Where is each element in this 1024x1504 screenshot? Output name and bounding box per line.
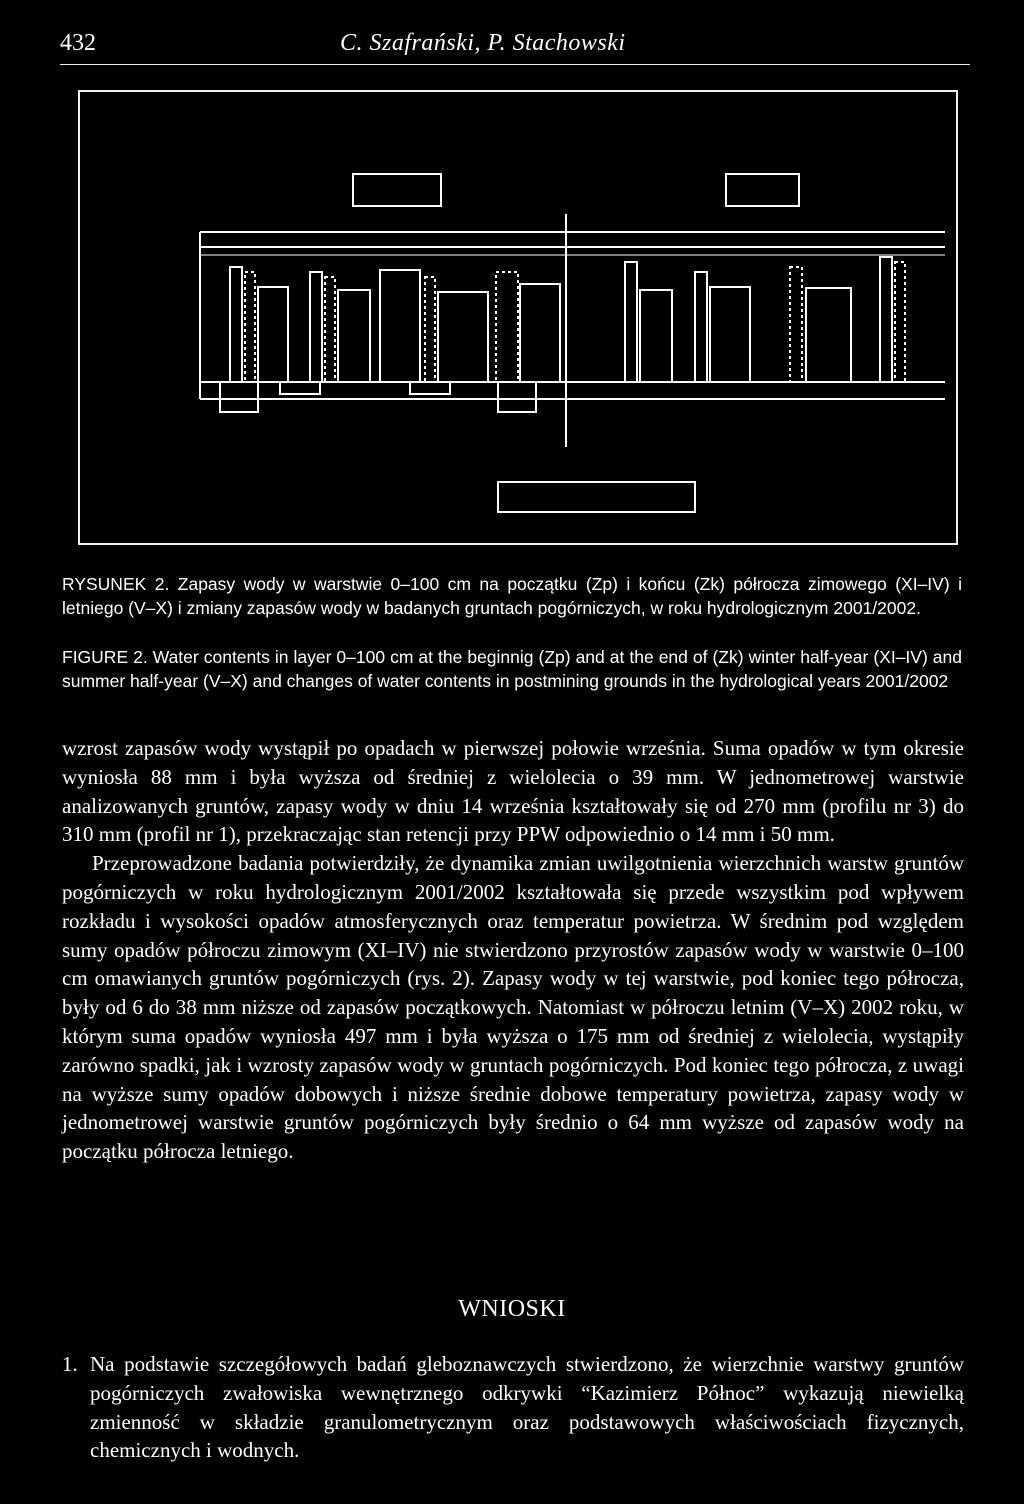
- page-number: 432: [60, 30, 96, 56]
- running-head-authors: C. Szafrański, P. Stachowski: [340, 30, 626, 56]
- change-bars: [220, 382, 536, 412]
- figure-caption-polish: RYSUNEK 2. Zapasy wody w warstwie 0–100 cm na początku (Zp) i końcu (Zk) półrocza zimowego (XI–IV) i letniego (V–X) i zmiany zapasów wody w badanych gruntach pogórniczych, w roku hydrologicznym 2001/2002.: [62, 574, 962, 618]
- bar: [498, 382, 536, 412]
- bar: [280, 382, 320, 394]
- bar: [220, 382, 258, 412]
- figure-2-chart: [78, 90, 958, 545]
- bar: [640, 290, 672, 382]
- body-text: [62, 734, 964, 1166]
- bar: [258, 287, 288, 382]
- section-title: WNIOSKI: [458, 1296, 566, 1322]
- conclusion-text: Na podstawie szczegółowych badań gleboznawczych stwierdzono, że wierzchnie warstwy gruntów pogórniczych zwałowiska wewnętrznego odkrywki “Kazimierz Północ” wykazują niewielką zmienność w składzie granulometrycznym oraz podstawowych właściwościach fizycznych, chemicznych i wodnych.: [90, 1352, 964, 1463]
- bar: [710, 287, 750, 382]
- figure-caption-english: FIGURE 2. Water contents in layer 0–100 cm at the beginnig (Zp) and at the end of (Zk) winter half-year (XI–IV) and summer half-year (V–X) and changes of water contents in postmining grounds in the hydrological years 2001/2002: [62, 647, 962, 691]
- bar-group-left: [230, 267, 560, 382]
- bar: [245, 272, 255, 382]
- bar: [380, 270, 420, 382]
- figure-2-plot: [80, 92, 960, 547]
- legend-box-left: [353, 174, 441, 206]
- bar: [338, 290, 370, 382]
- bar: [880, 257, 892, 382]
- bar: [230, 267, 242, 382]
- bar: [438, 292, 488, 382]
- bar: [325, 277, 335, 382]
- bar: [895, 262, 905, 382]
- page-header: [60, 30, 970, 65]
- bar: [410, 382, 450, 394]
- bar: [625, 262, 637, 382]
- bar: [790, 267, 802, 382]
- bar-group-right: [625, 257, 905, 382]
- bar: [425, 277, 435, 382]
- bar: [806, 288, 851, 382]
- conclusion-number: 1.: [62, 1352, 78, 1376]
- legend-box-right: [726, 174, 799, 206]
- bar: [310, 272, 322, 382]
- conclusion-item: [62, 1350, 964, 1465]
- bar: [520, 284, 560, 382]
- bar: [695, 272, 707, 382]
- body-paragraph-2: Przeprowadzone badania potwierdziły, że dynamika zmian uwilgotnienia wierzchnich warstw gruntów pogórniczych w roku hydrologicznym 2001/2002 kształtowała się przede wszystkim pod wpływem rozkładu i wysokości opadów atmosferycznych oraz temperatur powietrza. W średnim pod względem sumy opadów półroczu zimowym (XI–IV) nie stwierdzono przyrostów zapasów wody w warstwie 0–100 cm omawianych gruntów pogórniczych (rys. 2). Zapasy wody w tej warstwie, pod koniec tego półrocza, były od 6 do 38 mm niższe od zapasów początkowych. Natomiast w półroczu letnim (V–X) 2002 roku, w którym suma opadów wyniosła 497 mm i była wyższa o 175 mm od średniej z wielolecia, wystąpiły zarówno spadki, jak i wzrosty zapasów wody w gruntach pogórniczych. Pod koniec tego półrocza, z uwagi na wyższe sumy opadów dobowych i niższe średnie dobowe temperatury powietrza, zapasy wody w jednometrowej warstwie gruntów pogórniczych były średnio o 64 mm wyższe od zapasów wody na początku półrocza letniego.: [62, 851, 964, 1164]
- body-paragraph-1: wzrost zapasów wody wystąpił po opadach w pierwszej połowie września. Suma opadów w tym okresie wyniosła 88 mm i była wyższa od średniej z wielolecia o 39 mm. W jednometrowej warstwie analizowanych gruntów, zapasy wody w dniu 14 września kształtowały się od 270 mm (profilu nr 3) do 310 mm (profil nr 1), przekraczając stan retencji przy PPW odpowiednio o 14 mm i 50 mm.: [62, 736, 964, 847]
- legend-box-bottom: [498, 482, 695, 512]
- bar: [496, 272, 518, 382]
